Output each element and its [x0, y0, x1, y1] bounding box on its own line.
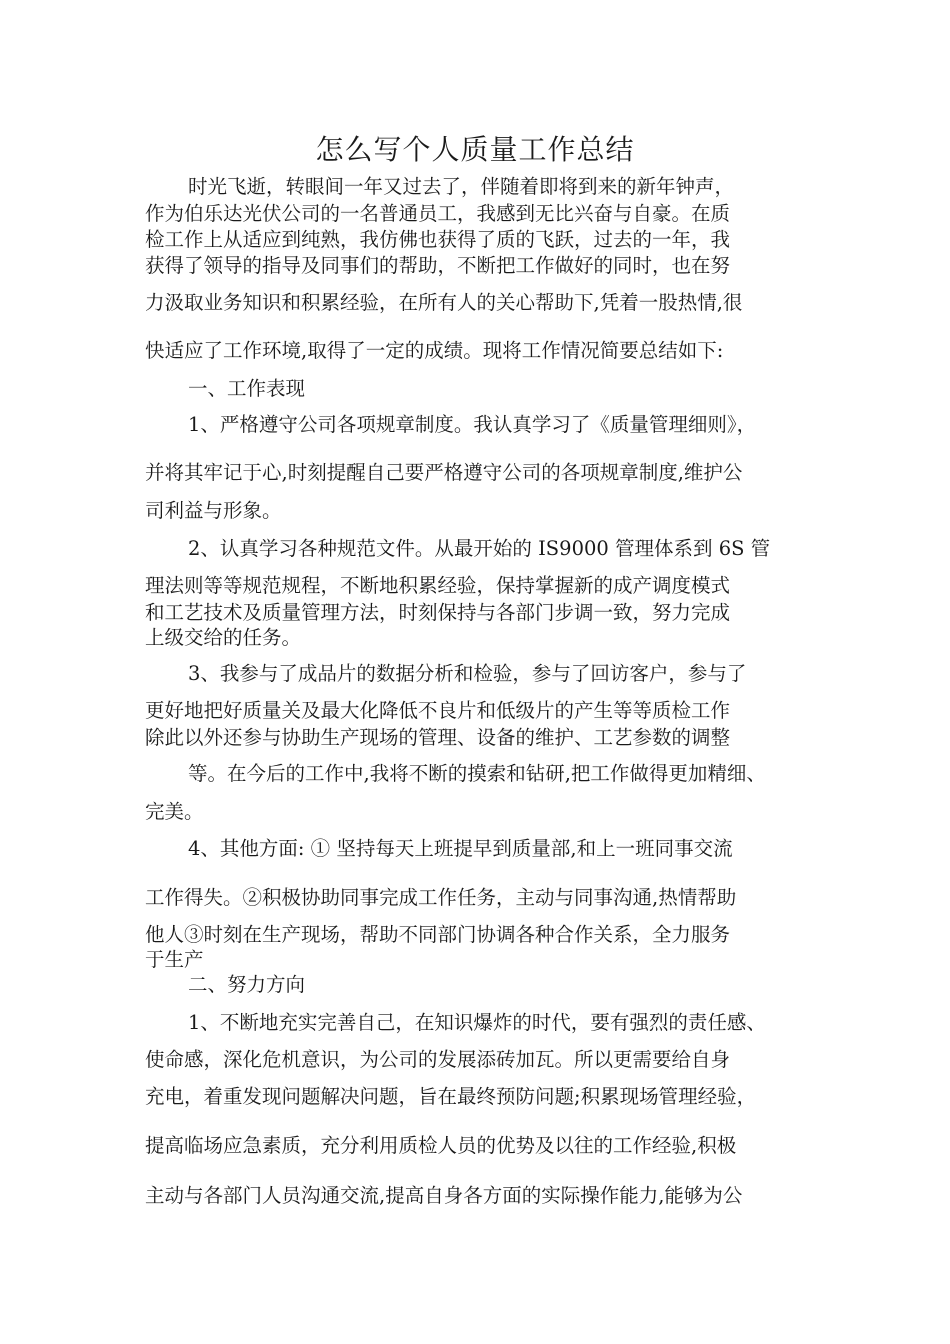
- text-line: 1、严格遵守公司各项规章制度。我认真学习了《质量管理细则》，: [188, 413, 757, 436]
- document-title: 怎么写个人质量工作总结: [315, 133, 635, 166]
- text-line: 和工艺技术及质量管理方法，时刻保持与各部门步调一致，努力完成: [145, 601, 731, 624]
- text-line: 力汲取业务知识和积累经验，在所有人的关心帮助下,凭着一股热情,很: [145, 291, 743, 314]
- text-line: 等。在今后的工作中,我将不断的摸索和钻研,把工作做得更加精细、: [188, 762, 766, 785]
- text-line: 快适应了工作环境,取得了一定的成绩。现将工作情况简要总结如下:: [145, 339, 724, 362]
- text-line: 使命感，深化危机意识，为公司的发展添砖加瓦。所以更需要给自身: [145, 1048, 731, 1071]
- text-line: 2、认真学习各种规范文件。从最开始的 IS9000 管理体系到 6S 管: [188, 537, 771, 560]
- section-heading: 二、努力方向: [188, 973, 306, 996]
- text-line: 上级交给的任务。: [145, 626, 302, 649]
- section-heading: 一、工作表现: [188, 377, 306, 400]
- text-line: 3、我参与了成品片的数据分析和检验，参与了回访客户，参与了: [188, 662, 747, 685]
- text-line: 除此以外还参与协助生产现场的管理、设备的维护、工艺参数的调整: [145, 726, 731, 749]
- text-line: 4、其他方面: ① 坚持每天上班提早到质量部,和上一班同事交流: [188, 837, 733, 860]
- text-line: 司利益与形象。: [145, 499, 282, 522]
- text-line: 主动与各部门人员沟通交流,提高自身各方面的实际操作能力,能够为公: [145, 1184, 743, 1207]
- text-line: 充电，着重发现问题解决问题，旨在最终预防问题;积累现场管理经验，: [145, 1085, 757, 1108]
- text-line: 理法则等等规范规程，不断地积累经验，保持掌握新的成产调度模式: [145, 574, 731, 597]
- text-line: 并将其牢记于心,时刻提醒自己要严格遵守公司的各项规章制度,维护公: [145, 461, 743, 484]
- text-line: 于生产: [145, 948, 204, 971]
- text-line: 1、不断地充实完善自己，在知识爆炸的时代，要有强烈的责任感、: [188, 1011, 766, 1034]
- text-line: 检工作上从适应到纯熟，我仿佛也获得了质的飞跃，过去的一年，我: [145, 228, 731, 251]
- text-line: 工作得失。②积极协助同事完成工作任务，主动与同事沟通,热情帮助: [145, 886, 737, 909]
- text-line: 他人③时刻在生产现场，帮助不同部门协调各种合作关系，全力服务: [145, 923, 731, 946]
- text-line: 作为伯乐达光伏公司的一名普通员工，我感到无比兴奋与自豪。在质: [145, 202, 731, 225]
- text-line: 提高临场应急素质，充分利用质检人员的优势及以往的工作经验,积极: [145, 1134, 737, 1157]
- text-line: 更好地把好质量关及最大化降低不良片和低级片的产生等等质检工作: [145, 699, 731, 722]
- text-line: 完美。: [145, 800, 204, 823]
- text-line: 时光飞逝，转眼间一年又过去了，伴随着即将到来的新年钟声，: [188, 175, 735, 198]
- text-line: 获得了领导的指导及同事们的帮助，不断把工作做好的同时，也在努: [145, 254, 731, 277]
